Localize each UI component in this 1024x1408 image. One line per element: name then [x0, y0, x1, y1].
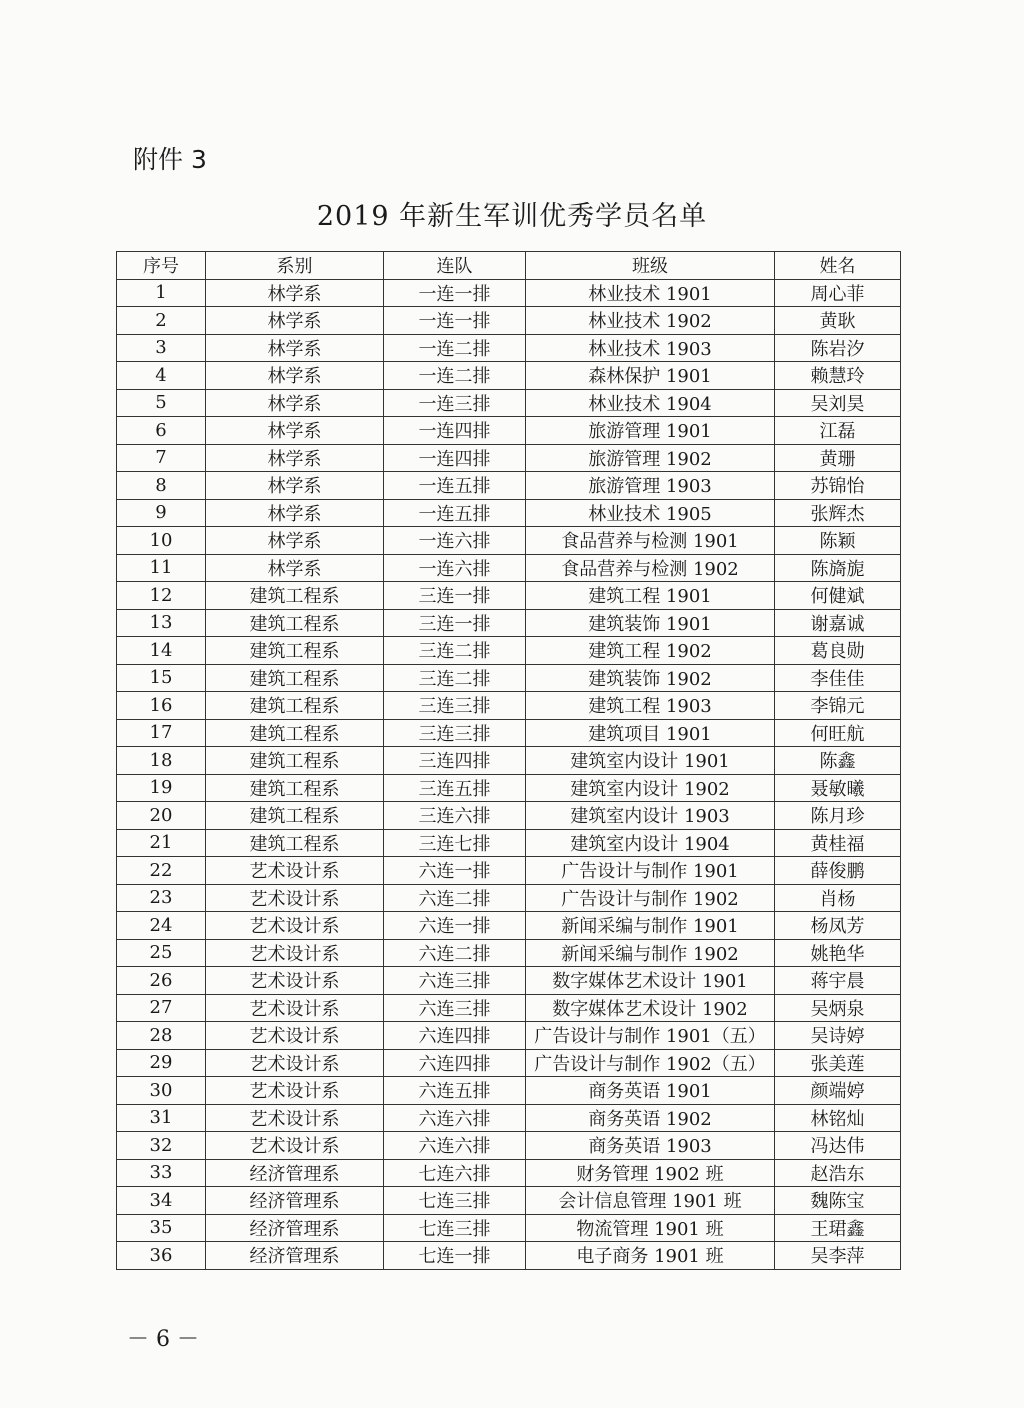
table-row [117, 747, 901, 775]
cell-company: 六连二排 [384, 884, 526, 912]
cell-class: 旅游管理 1901 [526, 417, 775, 445]
header-name: 姓名 [775, 252, 901, 280]
cell-class: 食品营养与检测 1901 [526, 527, 775, 555]
cell-company: 一连五排 [384, 472, 526, 500]
cell-department: 艺术设计系 [206, 967, 384, 995]
cell-company: 一连五排 [384, 499, 526, 527]
cell-index: 6 [117, 417, 206, 445]
cell-class: 商务英语 1902 [526, 1104, 775, 1132]
cell-company: 七连一排 [384, 1242, 526, 1270]
cell-name: 姚艳华 [775, 939, 901, 967]
cell-name: 吴李萍 [775, 1242, 901, 1270]
table-row [117, 582, 901, 610]
cell-class: 新闻采编与制作 1901 [526, 912, 775, 940]
cell-index: 24 [117, 912, 206, 940]
cell-index: 21 [117, 829, 206, 857]
table-row [117, 939, 901, 967]
cell-department: 建筑工程系 [206, 829, 384, 857]
cell-department: 林学系 [206, 499, 384, 527]
table-row [117, 1132, 901, 1160]
cell-name: 杨凤芳 [775, 912, 901, 940]
cell-department: 林学系 [206, 417, 384, 445]
table-row [117, 884, 901, 912]
table-row [117, 719, 901, 747]
cell-name: 江磊 [775, 417, 901, 445]
cell-class: 会计信息管理 1901 班 [526, 1187, 775, 1215]
header-class: 班级 [526, 252, 775, 280]
cell-department: 建筑工程系 [206, 582, 384, 610]
cell-class: 新闻采编与制作 1902 [526, 939, 775, 967]
cell-department: 建筑工程系 [206, 747, 384, 775]
cell-name: 林铭灿 [775, 1104, 901, 1132]
cell-department: 艺术设计系 [206, 1022, 384, 1050]
table-row [117, 857, 901, 885]
table-row [117, 389, 901, 417]
cell-index: 14 [117, 637, 206, 665]
table-row [117, 802, 901, 830]
cell-class: 林业技术 1905 [526, 499, 775, 527]
cell-name: 王珺鑫 [775, 1214, 901, 1242]
cell-department: 经济管理系 [206, 1242, 384, 1270]
cell-index: 36 [117, 1242, 206, 1270]
cell-company: 七连三排 [384, 1187, 526, 1215]
cell-name: 陈岩汐 [775, 334, 901, 362]
cell-index: 35 [117, 1214, 206, 1242]
cell-class: 广告设计与制作 1901（五） [526, 1022, 775, 1050]
cell-class: 旅游管理 1903 [526, 472, 775, 500]
table-row [117, 1242, 901, 1270]
cell-company: 一连四排 [384, 417, 526, 445]
cell-department: 林学系 [206, 334, 384, 362]
cell-class: 林业技术 1901 [526, 279, 775, 307]
cell-company: 三连五排 [384, 774, 526, 802]
cell-index: 17 [117, 719, 206, 747]
cell-name: 黄耿 [775, 307, 901, 335]
cell-class: 林业技术 1904 [526, 389, 775, 417]
table-header-row [117, 252, 901, 280]
table-row [117, 637, 901, 665]
table-row [117, 307, 901, 335]
cell-name: 苏锦怡 [775, 472, 901, 500]
cell-name: 薛俊鹏 [775, 857, 901, 885]
cell-name: 冯达伟 [775, 1132, 901, 1160]
cell-class: 商务英语 1901 [526, 1077, 775, 1105]
cell-class: 建筑室内设计 1904 [526, 829, 775, 857]
cell-index: 12 [117, 582, 206, 610]
table-row [117, 472, 901, 500]
cell-name: 李佳佳 [775, 664, 901, 692]
cell-department: 经济管理系 [206, 1159, 384, 1187]
cell-company: 六连六排 [384, 1104, 526, 1132]
cell-class: 森林保护 1901 [526, 362, 775, 390]
cell-index: 32 [117, 1132, 206, 1160]
cell-department: 艺术设计系 [206, 1049, 384, 1077]
cell-index: 5 [117, 389, 206, 417]
cell-name: 魏陈宝 [775, 1187, 901, 1215]
cell-index: 2 [117, 307, 206, 335]
document-title: 2019 年新生军训优秀学员名单 [316, 201, 708, 232]
cell-name: 葛良勋 [775, 637, 901, 665]
cell-class: 建筑室内设计 1901 [526, 747, 775, 775]
cell-class: 建筑工程 1901 [526, 582, 775, 610]
cell-index: 26 [117, 967, 206, 995]
table-row [117, 1187, 901, 1215]
cell-class: 数字媒体艺术设计 1901 [526, 967, 775, 995]
cell-index: 28 [117, 1022, 206, 1050]
table-row [117, 1214, 901, 1242]
cell-name: 黄桂福 [775, 829, 901, 857]
cell-department: 艺术设计系 [206, 1132, 384, 1160]
cell-class: 建筑工程 1903 [526, 692, 775, 720]
cell-company: 三连四排 [384, 747, 526, 775]
cell-index: 31 [117, 1104, 206, 1132]
cell-name: 聂敏曦 [775, 774, 901, 802]
cell-company: 一连二排 [384, 362, 526, 390]
cell-company: 六连三排 [384, 967, 526, 995]
cell-class: 电子商务 1901 班 [526, 1242, 775, 1270]
cell-name: 何旺航 [775, 719, 901, 747]
page-number: － 6 － [127, 1327, 199, 1352]
cell-department: 建筑工程系 [206, 774, 384, 802]
cell-name: 周心菲 [775, 279, 901, 307]
table-row [117, 774, 901, 802]
cell-company: 一连三排 [384, 389, 526, 417]
cell-class: 数字媒体艺术设计 1902 [526, 994, 775, 1022]
attachment-label: 附件 3 [133, 145, 207, 174]
table-row [117, 912, 901, 940]
cell-name: 吴刘昊 [775, 389, 901, 417]
header-department: 系别 [206, 252, 384, 280]
cell-company: 六连一排 [384, 857, 526, 885]
cell-name: 张辉杰 [775, 499, 901, 527]
cell-class: 物流管理 1901 班 [526, 1214, 775, 1242]
cell-department: 建筑工程系 [206, 692, 384, 720]
cell-class: 旅游管理 1902 [526, 444, 775, 472]
cell-department: 建筑工程系 [206, 637, 384, 665]
cell-class: 建筑工程 1902 [526, 637, 775, 665]
table-row [117, 499, 901, 527]
cell-name: 颜端婷 [775, 1077, 901, 1105]
cell-name: 肖杨 [775, 884, 901, 912]
cell-department: 林学系 [206, 472, 384, 500]
cell-department: 经济管理系 [206, 1187, 384, 1215]
table-row [117, 1077, 901, 1105]
cell-company: 六连二排 [384, 939, 526, 967]
cell-department: 经济管理系 [206, 1214, 384, 1242]
cell-name: 蒋宇晨 [775, 967, 901, 995]
cell-index: 27 [117, 994, 206, 1022]
table-row [117, 692, 901, 720]
cell-department: 建筑工程系 [206, 802, 384, 830]
table-row [117, 334, 901, 362]
cell-class: 林业技术 1902 [526, 307, 775, 335]
cell-index: 1 [117, 279, 206, 307]
header-company: 连队 [384, 252, 526, 280]
cell-name: 陈鑫 [775, 747, 901, 775]
cell-company: 三连六排 [384, 802, 526, 830]
cell-department: 艺术设计系 [206, 857, 384, 885]
cell-index: 13 [117, 609, 206, 637]
cell-company: 六连四排 [384, 1022, 526, 1050]
cell-company: 六连三排 [384, 994, 526, 1022]
table-row [117, 967, 901, 995]
cell-company: 七连三排 [384, 1214, 526, 1242]
table-row [117, 444, 901, 472]
cell-index: 22 [117, 857, 206, 885]
cell-index: 29 [117, 1049, 206, 1077]
cell-index: 15 [117, 664, 206, 692]
cell-company: 六连六排 [384, 1132, 526, 1160]
cell-department: 林学系 [206, 554, 384, 582]
table-row [117, 1049, 901, 1077]
cell-class: 建筑装饰 1901 [526, 609, 775, 637]
cell-class: 食品营养与检测 1902 [526, 554, 775, 582]
cell-index: 16 [117, 692, 206, 720]
table-row [117, 664, 901, 692]
cell-index: 33 [117, 1159, 206, 1187]
cell-class: 建筑项目 1901 [526, 719, 775, 747]
cell-index: 7 [117, 444, 206, 472]
cell-name: 吴诗婷 [775, 1022, 901, 1050]
trainee-roster-table [116, 251, 901, 1270]
cell-department: 建筑工程系 [206, 609, 384, 637]
cell-department: 林学系 [206, 527, 384, 555]
table-row [117, 527, 901, 555]
cell-index: 10 [117, 527, 206, 555]
cell-name: 吴炳泉 [775, 994, 901, 1022]
cell-name: 何健斌 [775, 582, 901, 610]
cell-company: 七连六排 [384, 1159, 526, 1187]
cell-index: 3 [117, 334, 206, 362]
cell-company: 一连六排 [384, 554, 526, 582]
cell-class: 建筑室内设计 1902 [526, 774, 775, 802]
cell-department: 林学系 [206, 362, 384, 390]
cell-class: 广告设计与制作 1901 [526, 857, 775, 885]
cell-index: 30 [117, 1077, 206, 1105]
cell-index: 19 [117, 774, 206, 802]
cell-index: 9 [117, 499, 206, 527]
cell-department: 建筑工程系 [206, 664, 384, 692]
cell-index: 20 [117, 802, 206, 830]
table-row [117, 1104, 901, 1132]
cell-company: 三连三排 [384, 692, 526, 720]
cell-company: 六连四排 [384, 1049, 526, 1077]
cell-department: 艺术设计系 [206, 939, 384, 967]
cell-class: 林业技术 1903 [526, 334, 775, 362]
cell-department: 艺术设计系 [206, 1077, 384, 1105]
table-row [117, 994, 901, 1022]
cell-name: 陈月珍 [775, 802, 901, 830]
cell-class: 广告设计与制作 1902（五） [526, 1049, 775, 1077]
cell-department: 艺术设计系 [206, 994, 384, 1022]
table-body [117, 279, 901, 1269]
cell-company: 一连一排 [384, 279, 526, 307]
cell-class: 财务管理 1902 班 [526, 1159, 775, 1187]
table-row [117, 829, 901, 857]
cell-class: 广告设计与制作 1902 [526, 884, 775, 912]
cell-name: 李锦元 [775, 692, 901, 720]
cell-index: 34 [117, 1187, 206, 1215]
cell-index: 23 [117, 884, 206, 912]
cell-name: 陈旖旎 [775, 554, 901, 582]
cell-company: 一连一排 [384, 307, 526, 335]
cell-name: 谢嘉诚 [775, 609, 901, 637]
cell-department: 林学系 [206, 444, 384, 472]
table-row [117, 1022, 901, 1050]
table-row [117, 417, 901, 445]
cell-company: 三连一排 [384, 582, 526, 610]
cell-class: 商务英语 1903 [526, 1132, 775, 1160]
cell-company: 六连一排 [384, 912, 526, 940]
cell-company: 三连三排 [384, 719, 526, 747]
cell-company: 三连一排 [384, 609, 526, 637]
cell-department: 建筑工程系 [206, 719, 384, 747]
cell-department: 林学系 [206, 389, 384, 417]
cell-company: 三连二排 [384, 664, 526, 692]
cell-index: 25 [117, 939, 206, 967]
cell-department: 艺术设计系 [206, 884, 384, 912]
cell-department: 林学系 [206, 279, 384, 307]
cell-company: 一连六排 [384, 527, 526, 555]
cell-department: 艺术设计系 [206, 1104, 384, 1132]
cell-company: 一连二排 [384, 334, 526, 362]
cell-department: 林学系 [206, 307, 384, 335]
cell-company: 三连七排 [384, 829, 526, 857]
cell-name: 黄珊 [775, 444, 901, 472]
table-row [117, 554, 901, 582]
cell-company: 一连四排 [384, 444, 526, 472]
cell-name: 陈颖 [775, 527, 901, 555]
cell-company: 三连二排 [384, 637, 526, 665]
table-row [117, 1159, 901, 1187]
cell-index: 4 [117, 362, 206, 390]
cell-name: 张美莲 [775, 1049, 901, 1077]
table-row [117, 362, 901, 390]
header-index: 序号 [117, 252, 206, 280]
cell-department: 艺术设计系 [206, 912, 384, 940]
cell-company: 六连五排 [384, 1077, 526, 1105]
table-row [117, 609, 901, 637]
cell-class: 建筑装饰 1902 [526, 664, 775, 692]
cell-class: 建筑室内设计 1903 [526, 802, 775, 830]
cell-index: 11 [117, 554, 206, 582]
cell-index: 18 [117, 747, 206, 775]
table-row [117, 279, 901, 307]
cell-name: 赖慧玲 [775, 362, 901, 390]
cell-index: 8 [117, 472, 206, 500]
cell-name: 赵浩东 [775, 1159, 901, 1187]
